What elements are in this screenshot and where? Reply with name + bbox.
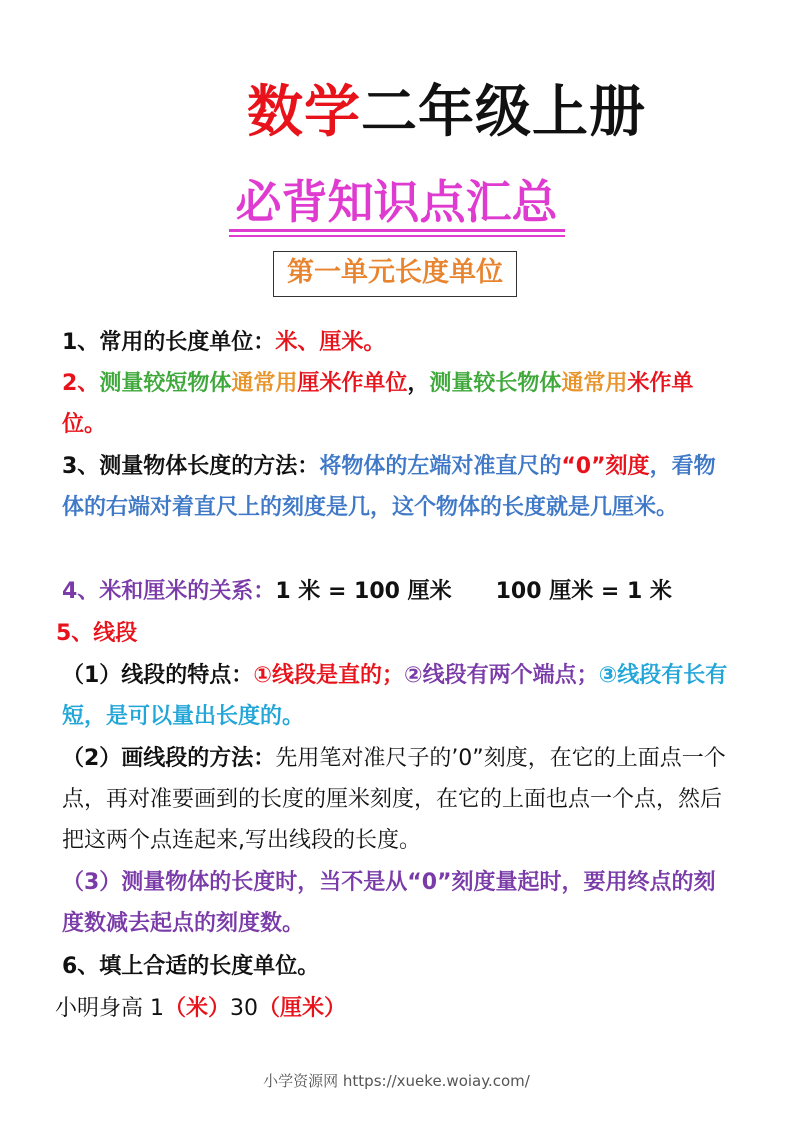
item-4-value: 1 米 = 100 厘米 100 厘米 = 1 米 (275, 579, 672, 604)
item-4 (62, 571, 732, 612)
item-2-text: 米 (627, 371, 650, 396)
example-text: 小明身高 1 (55, 996, 164, 1021)
item-2-text: 厘米作单位 (297, 371, 408, 396)
unit-heading: 第一单元长度单位 (273, 251, 517, 297)
title-subject: 数学 (247, 80, 361, 145)
page-title (0, 78, 793, 148)
example-text: 30 (230, 996, 259, 1021)
footer-source: 小学资源网 https://xueke.woiay.com/ (263, 1072, 530, 1090)
point-1-text: ②线段有两个端点； (403, 663, 599, 688)
item-2-text: 通常用 (231, 371, 298, 396)
example-line (55, 988, 725, 1029)
item-3 (62, 446, 732, 528)
point-2-label: （2）画线段的方法： (62, 746, 276, 771)
item-1-label: 1、常用的长度单位： (62, 330, 276, 355)
item-2 (62, 363, 732, 445)
item-5-label: 5、线段 (56, 621, 138, 646)
item-2-text: 测量较短物体 (99, 371, 232, 396)
item-6: 6、填上合适的长度单位。 (62, 954, 320, 979)
subtitle-underline-second (229, 235, 565, 237)
example-answer: （米） (164, 996, 231, 1021)
page-subtitle: 必背知识点汇总 (235, 175, 558, 229)
item-5 (56, 613, 726, 654)
point-1-text: ③线段有长有短，是可以量出长度的。 (62, 663, 728, 729)
item-2-text: 测量较长物体 (429, 371, 562, 396)
title-grade: 二年级上册 (361, 80, 646, 145)
item-3-text: “0”刻度 (561, 454, 650, 479)
item-5-point-2 (62, 738, 732, 861)
item-5-point-1 (62, 655, 732, 737)
item-3-text: 将物体的左端对准直尺的 (319, 454, 562, 479)
item-3-text: ，看物体的右端对着直尺上的刻度是几，这个物体的长度就是几厘米。 (62, 454, 716, 520)
item-1-value: 米、厘米。 (275, 330, 386, 355)
item-5-point-3: （3）测量物体的长度时，当不是从“0”刻度量起时，要用终点的刻度数减去起点的刻度数。 (62, 870, 716, 936)
point-2-text: 先用笔对准尺子的’0”刻度，在它的上面点一个点，再对准要画到的长度的厘米刻度，在它的上面也点一个点，然后把这两个点连起来,写出线段的长度。 (62, 746, 726, 853)
point-1-label: （1）线段的特点： (62, 663, 254, 688)
example-answer: （厘米） (258, 996, 347, 1021)
item-2-text: ， (407, 371, 430, 396)
item-2-number: 2、 (62, 371, 100, 396)
point-1-text: ①线段是直的； (253, 663, 404, 688)
item-2-text: 作单位。 (62, 371, 694, 437)
subtitle-underline (229, 229, 565, 232)
item-2-text: 通常用 (561, 371, 628, 396)
item-3-label: 3、测量物体长度的方法： (62, 454, 320, 479)
item-1 (62, 322, 732, 363)
item-4-label: 4、米和厘米的关系： (62, 579, 276, 604)
